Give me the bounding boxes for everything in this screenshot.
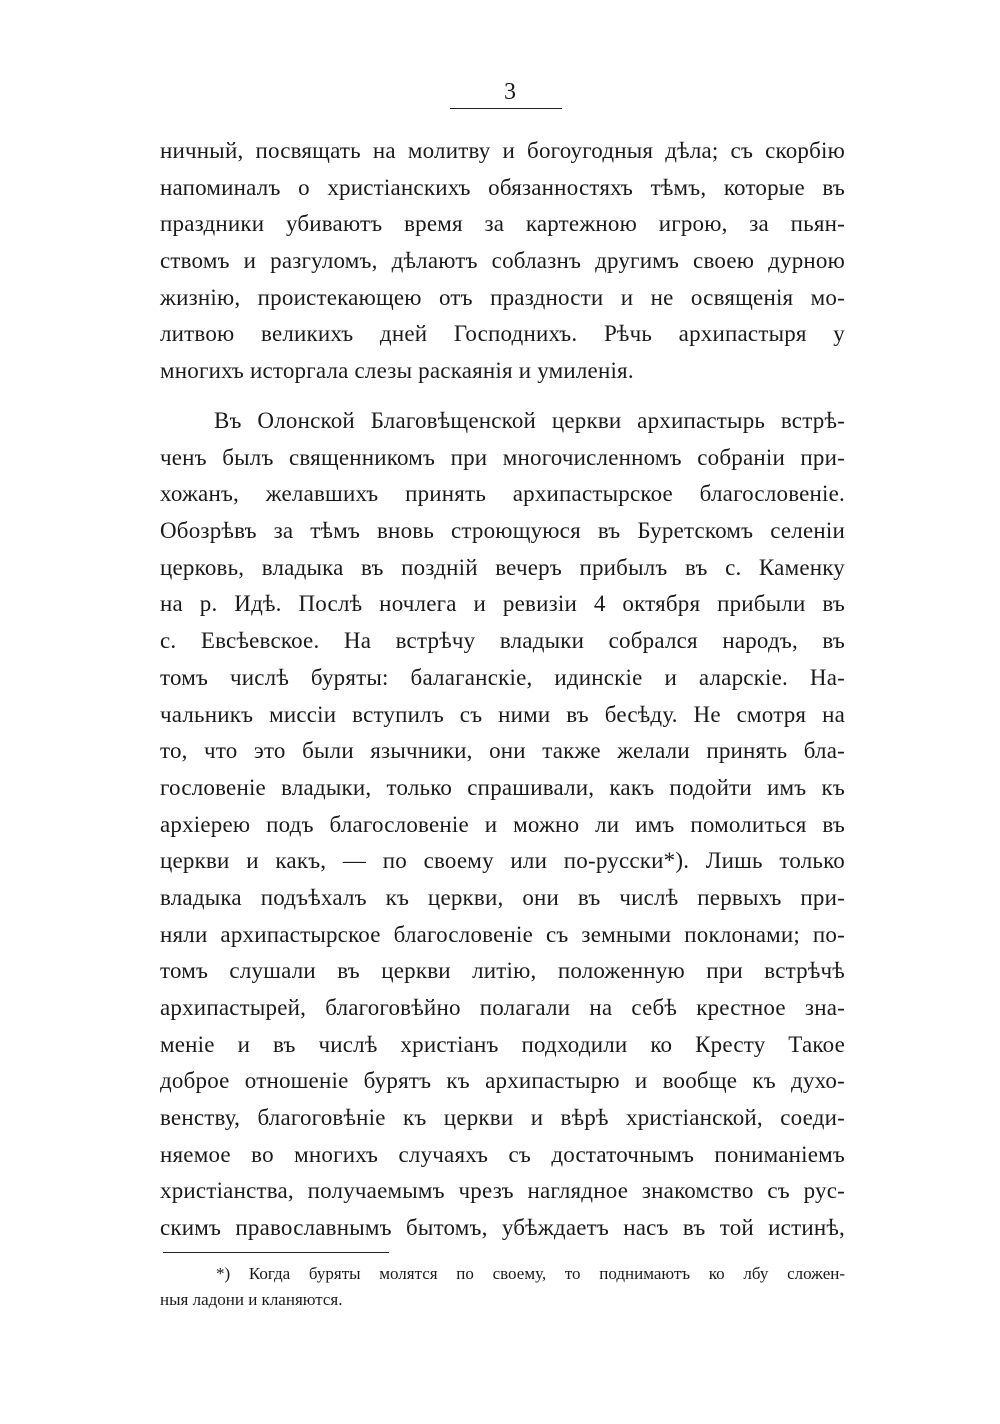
text-line: церкви и какъ, — по своему или по-русски*). Лишь только (160, 848, 845, 874)
text-line: чальникъ миссіи вступилъ съ ними въ бесѣду. Не смотря на (160, 701, 845, 727)
text-line: ствомъ и разгуломъ, дѣлаютъ соблазнъ другимъ своею дурною (160, 248, 845, 274)
text-line: томъ числѣ буряты: балаганскіе, идинскіе и аларскіе. На- (160, 664, 845, 690)
text-line: Обозрѣвъ за тѣмъ вновь строющуюся въ Буретскомъ селеніи (160, 518, 845, 544)
text-line: ничный, посвящать на молитву и богоугодныя дѣла; съ скорбію (160, 138, 845, 163)
text-line: литвою великихъ дней Господнихъ. Рѣчь архипастыря у (160, 321, 845, 347)
text-line: на р. Идѣ. Послѣ ночлега и ревизіи 4 октября прибыли въ (160, 591, 845, 617)
text-line: многихъ исторгала слезы раскаянія и умиленія. (160, 358, 634, 384)
text-line: хожанъ, желавшихъ принять архипастырское благословеніе. (160, 481, 845, 507)
text-line: с. Евсѣевское. На встрѣчу владыки собрался народъ, въ (160, 628, 845, 654)
text-line: няемое во многихъ случаяхъ съ достаточнымъ пониманіемъ (160, 1141, 845, 1167)
footnote-line: ныя ладони и кланяются. (160, 1290, 343, 1309)
text-line: Въ Олонской Благовѣщенской церкви архипастырь встрѣ- (214, 408, 845, 433)
paragraph-1 (160, 133, 845, 390)
text-line: меніе и въ числѣ христіанъ подходили ко Кресту Такое (160, 1031, 845, 1057)
page-number: 3 (504, 79, 516, 105)
text-line: жизнію, проистекающею отъ праздности и не освященія мо- (160, 284, 845, 310)
text-line: напоминалъ о христіанскихъ обязанностяхъ тѣмъ, которые въ (160, 174, 845, 200)
text-line: доброе отношеніе бурятъ къ архипастырю и вообще къ духо- (160, 1068, 845, 1094)
footnote (160, 1261, 845, 1313)
text-line: гословеніе владыки, только спрашивали, какъ подойти имъ къ (160, 774, 845, 800)
text-line: владыка подъѣхалъ къ церкви, они въ числѣ первыхъ при- (160, 884, 845, 910)
text-line: праздники убиваютъ время за картежною игрою, за пьян- (160, 211, 845, 237)
paragraph-2 (160, 403, 845, 1247)
footnote-rule (163, 1252, 389, 1253)
text-line: архіерею подъ благословеніе и можно ли имъ помолиться въ (160, 811, 845, 837)
text-line: архипастырей, благоговѣйно полагали на себѣ крестное зна- (160, 995, 845, 1020)
text-line: христіанства, получаемымъ чрезъ наглядное знакомство съ рус- (160, 1178, 845, 1204)
text-line: томъ слушали въ церкви литію, положенную при встрѣчѣ (160, 958, 845, 984)
footnote-line: *) Когда буряты молятся по своему, то поднимаютъ ко лбу сложен- (216, 1264, 845, 1283)
text-line: то, что это были язычники, они также желали принять бла- (160, 738, 845, 764)
text-line: церковь, владыка въ поздній вечеръ прибылъ въ с. Каменку (160, 554, 845, 580)
text-line: ченъ былъ священникомъ при многочисленномъ собраніи при- (160, 444, 845, 470)
text-line: скимъ православнымъ бытомъ, убѣждаетъ насъ въ той истинѣ, (160, 1215, 845, 1241)
text-line: венству, благоговѣніе къ церкви и вѣрѣ христіанской, соеди- (160, 1105, 845, 1131)
text-line: няли архипастырское благословеніе съ земными поклонами; по- (160, 921, 845, 947)
header-rule (450, 108, 562, 109)
